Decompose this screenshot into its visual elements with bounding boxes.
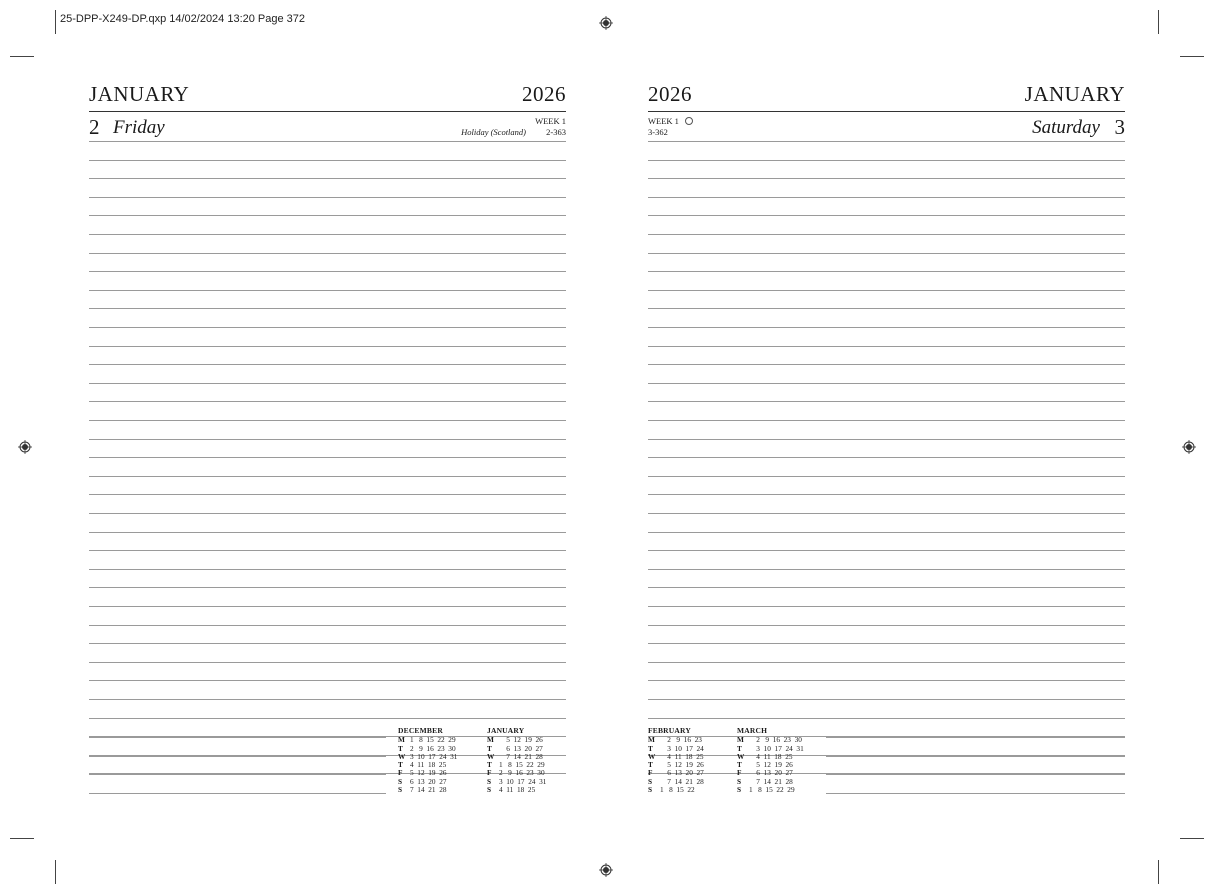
mini-calendar-row [398,786,464,794]
writing-line [826,793,1125,794]
weekday-letter: S [398,785,403,795]
day-number: 2 [89,115,100,139]
writing-line [89,253,566,254]
weekday-letter: T [487,760,492,770]
crop-mark [1158,860,1159,884]
writing-line [648,550,1125,551]
day-name: Friday [113,117,165,138]
date-numbers: 7 14 21 28 [660,776,704,786]
print-slug: 25-DPP-X249-DP.qxp 14/02/2024 13:20 Page 372 [60,13,306,25]
writing-line [89,234,566,235]
week-label: WEEK 1 [535,116,566,126]
crop-mark [55,860,56,884]
weekday-letter: T [487,743,492,753]
weekday-letter: F [737,768,742,778]
weekday-letter: M [737,735,744,745]
writing-line [648,253,1125,254]
date-numbers: 6 13 20 27 [499,743,543,753]
writing-line [648,457,1125,458]
month-heading: JANUARY [1024,82,1125,106]
writing-line [648,215,1125,216]
weekday-letter: W [737,751,745,761]
writing-line [89,160,566,161]
mini-calendar-march [737,727,803,794]
header-rule [89,111,566,112]
month-heading: JANUARY [89,82,190,106]
writing-line [89,271,566,272]
header-rule [648,111,1125,112]
mini-calendar-row [487,786,553,794]
writing-line [826,774,1125,775]
writing-line [648,141,1125,142]
writing-line [89,699,566,700]
writing-line [89,606,566,607]
mini-calendar-title: JANUARY [487,726,525,735]
writing-line [648,513,1125,514]
writing-line [89,513,566,514]
registration-mark-icon [599,16,613,30]
writing-line [89,364,566,365]
writing-line [89,290,566,291]
writing-line [648,197,1125,198]
weekday-letter: S [648,776,653,786]
date-numbers: 4 11 18 25 [410,760,447,770]
weekday-letter: T [398,743,403,753]
year-heading: 2026 [648,82,692,106]
writing-line [648,606,1125,607]
registration-mark-icon [18,440,32,454]
writing-line [89,346,566,347]
mini-calendar-title: MARCH [737,726,768,735]
weekday-letter: T [398,760,403,770]
writing-line [89,718,566,719]
day-number: 3 [1114,115,1125,139]
crop-mark [55,10,56,34]
writing-line [89,420,566,421]
writing-line [89,643,566,644]
moon-phase-icon [685,117,693,125]
writing-line [89,587,566,588]
mini-calendar-row [648,786,714,794]
writing-line [89,308,566,309]
writing-line [89,439,566,440]
date-numbers: 2 9 16 23 30 [749,735,802,745]
mini-calendar-january [487,727,553,794]
date-numbers: 6 13 20 27 [749,768,793,778]
weekday-letter: T [737,743,742,753]
writing-line [648,699,1125,700]
writing-line [648,346,1125,347]
date-numbers: 3 10 17 24 [660,743,704,753]
writing-line [648,234,1125,235]
crop-mark [1158,10,1159,34]
mini-calendar-february [648,727,714,794]
date-numbers: 7 14 21 28 [749,776,793,786]
registration-mark-icon [599,863,613,877]
writing-line [89,774,386,775]
weekday-letter: F [398,768,403,778]
writing-line [89,625,566,626]
date-numbers: 1 8 15 22 29 [410,735,456,745]
weekday-letter: M [487,735,494,745]
date-numbers: 4 11 18 25 [499,785,536,795]
weekday-letter: S [398,776,403,786]
writing-line [648,439,1125,440]
weekday-letter: W [487,751,495,761]
registration-mark-icon [1182,440,1196,454]
holiday-label: Holiday (Scotland) [461,127,526,137]
crop-mark [1180,838,1204,839]
week-label: WEEK 1 [648,116,679,126]
weekday-letter: F [487,768,492,778]
crop-mark [10,838,34,839]
date-numbers: 5 12 19 26 [749,760,793,770]
day-header [89,113,566,141]
crop-mark [1180,56,1204,57]
mini-calendar-title: DECEMBER [398,726,443,735]
weekday-letter: W [648,751,656,761]
writing-line [648,625,1125,626]
day-name: Saturday [1032,117,1100,138]
weekday-letter: S [487,785,492,795]
writing-line [648,308,1125,309]
writing-line [89,197,566,198]
writing-line [648,364,1125,365]
mini-calendar-row [737,786,803,794]
crop-mark [10,56,34,57]
writing-line [89,457,566,458]
left-diary-page [89,80,566,800]
writing-line [648,327,1125,328]
writing-line [89,215,566,216]
writing-line [648,271,1125,272]
date-numbers: 5 12 19 26 [660,760,704,770]
weekday-letter: S [737,776,742,786]
week-label-wrap [648,116,693,126]
writing-line [648,420,1125,421]
writing-line [648,662,1125,663]
weekday-letter: S [487,776,492,786]
writing-line [89,569,566,570]
writing-line [89,401,566,402]
writing-line [89,793,386,794]
writing-line [89,383,566,384]
writing-line [648,401,1125,402]
writing-line [648,718,1125,719]
weekday-letter: M [398,735,405,745]
weekday-letter: T [648,760,653,770]
date-numbers: 6 13 20 27 [660,768,704,778]
date-numbers: 3 10 17 24 31 [749,743,804,753]
writing-line [648,643,1125,644]
writing-line [648,494,1125,495]
writing-line [89,737,386,738]
writing-line [648,569,1125,570]
writing-line [89,141,566,142]
writing-line [826,756,1125,757]
writing-line [89,178,566,179]
weekday-letter: T [648,743,653,753]
day-count: 3-362 [648,127,668,137]
writing-line [826,737,1125,738]
weekday-letter: S [648,785,653,795]
writing-line [89,532,566,533]
date-numbers: 2 9 16 23 30 [410,743,456,753]
day-header [648,113,1125,141]
writing-line [648,160,1125,161]
date-numbers: 5 12 19 26 [499,735,543,745]
writing-line [648,476,1125,477]
date-numbers: 1 8 15 22 [660,785,695,795]
writing-line [89,476,566,477]
date-numbers: 6 13 20 27 [410,776,447,786]
date-numbers: 5 12 19 26 [410,768,447,778]
date-numbers: 1 8 15 22 29 [749,785,795,795]
date-numbers: 4 11 18 25 [749,751,793,761]
writing-line [89,680,566,681]
year-heading: 2026 [522,82,566,106]
writing-line [648,178,1125,179]
writing-line [648,290,1125,291]
mini-calendar-title: FEBRUARY [648,726,692,735]
date-numbers: 2 9 16 23 [660,735,702,745]
writing-line [89,756,386,757]
day-count: 2-363 [546,127,566,137]
date-numbers: 3 10 17 24 31 [410,751,458,761]
weekday-letter: F [648,768,653,778]
writing-line [89,662,566,663]
date-numbers: 3 10 17 24 31 [499,776,547,786]
date-numbers: 7 14 21 28 [499,751,543,761]
date-numbers: 7 14 21 28 [410,785,447,795]
weekday-letter: S [737,785,742,795]
writing-line [89,550,566,551]
writing-line [89,327,566,328]
writing-line [648,383,1125,384]
writing-line [89,494,566,495]
writing-line [648,587,1125,588]
date-numbers: 2 9 16 23 30 [499,768,545,778]
weekday-letter: M [648,735,655,745]
weekday-letter: T [737,760,742,770]
writing-line [648,532,1125,533]
writing-line [648,680,1125,681]
date-numbers: 1 8 15 22 29 [499,760,545,770]
right-diary-page [648,80,1125,800]
date-numbers: 4 11 18 25 [660,751,704,761]
weekday-letter: W [398,751,406,761]
mini-calendar-december [398,727,464,794]
